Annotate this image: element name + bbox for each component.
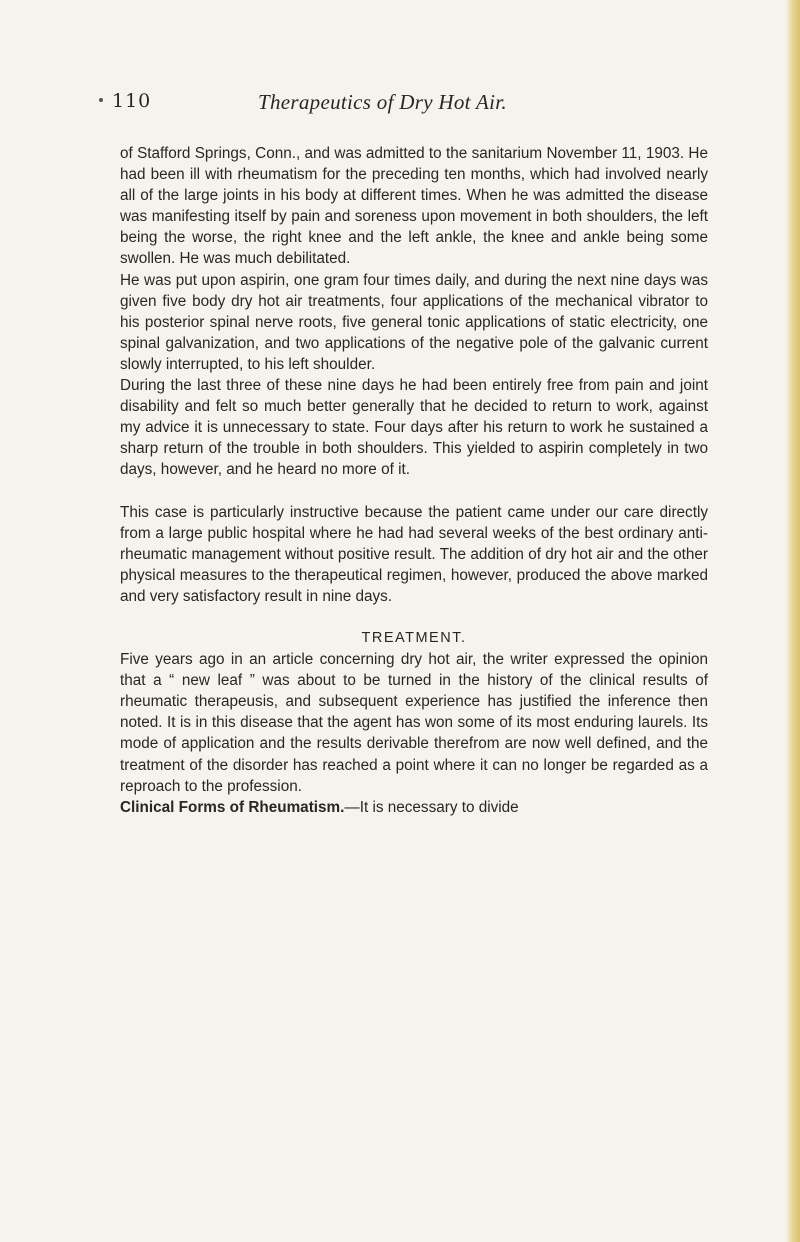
run-in-heading: Clinical Forms of Rheumatism. bbox=[120, 798, 345, 816]
paragraph-gap bbox=[120, 481, 708, 502]
running-title: Therapeutics of Dry Hot Air. bbox=[258, 90, 507, 114]
section-gap bbox=[120, 607, 708, 628]
paragraph-continuation: of Stafford Springs, Conn., and was admitted to the sanitarium November 11, 1903. He had been ill with rheumatism for the preceding ten months, which had involved nearly all of the large joints in his body at different times. When he was admitted the disease was manifesting itself by pain and soreness upon movement in both shoulders, the left being the worse, the right knee and the left ankle, the knee and ankle being some swollen. He was much debilitated. bbox=[120, 145, 708, 268]
paragraph-clinical-forms-text: —It is necessary to divide bbox=[344, 798, 519, 816]
body-text bbox=[120, 143, 708, 818]
paragraph-relapse: During the last three of these nine days he had been entirely free from pain and joint disability and felt so much better generally that he decided to return to work, against my advice it is unnecessary to state. Four days after his return to work he sustained a sharp return of the trouble in both shoulders. This yielded to aspirin completely in two days, however, and he heard no more of it. bbox=[120, 377, 708, 479]
paragraph-treatment-intro: Five years ago in an article concerning dry hot air, the writer expressed the opinion that a “ new leaf ” was about to be turned in the history of the clinical results of rheumatic therapeusis, and subsequent experience has justified the inference then noted. It is in this disease that the agent has won some of its most enduring laurels. Its mode of application and the results derivable therefrom are now well defined, and the treatment of the disorder has reached a point where it can no longer be regarded as a reproach to the profession. bbox=[120, 651, 708, 795]
page-edge bbox=[786, 0, 800, 1242]
margin-dot bbox=[99, 98, 103, 102]
paragraph-treatment-course: He was put upon aspirin, one gram four times daily, and during the next nine days was given five body dry hot air treatments, four applications of the mechanical vibrator to his posterior spinal nerve roots, five general tonic applications of static electricity, one spinal galvanization, and two applications of the negative pole of the galvanic current slowly interrupted, to his left shoulder. bbox=[120, 271, 708, 373]
page-number: 110 bbox=[112, 90, 152, 112]
section-heading: TREATMENT. bbox=[361, 629, 467, 646]
paragraph-clinical-forms bbox=[120, 797, 708, 818]
paragraph-case-commentary: This case is particularly instructive because the patient came under our care directly from a large public hospital where he had had several weeks of the best ordinary anti-rheumatic management without positive result. The addition of dry hot air and the other physical measures to the therapeutical regimen, however, produced the above marked and very satisfactory result in nine days. bbox=[120, 503, 708, 605]
running-header bbox=[0, 90, 800, 120]
